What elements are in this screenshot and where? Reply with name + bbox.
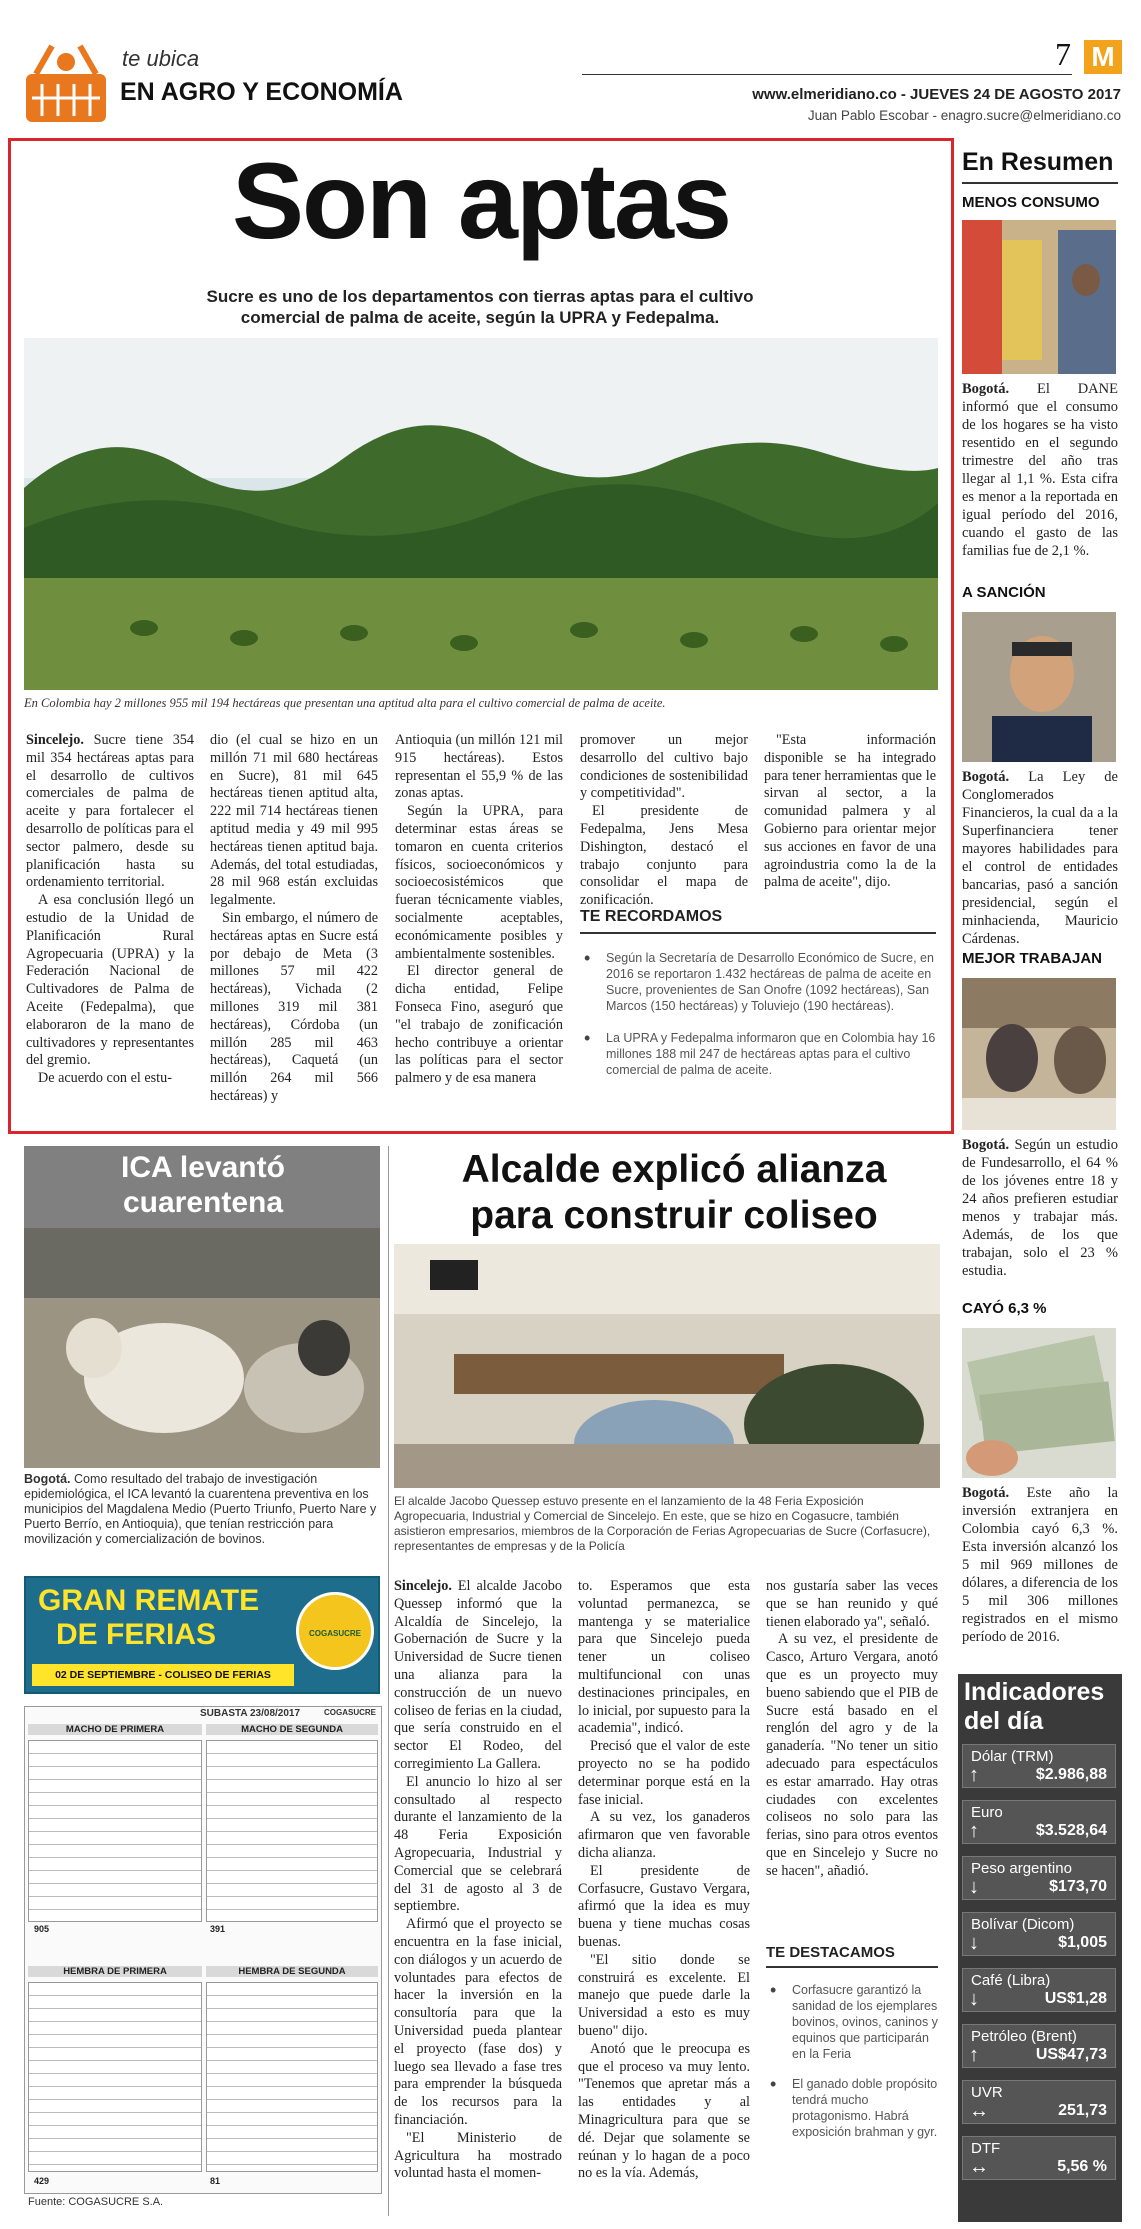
indicator-euro: Euro ↑ $3.528,64 <box>962 1800 1116 1844</box>
hembra-primera-title: HEMBRA DE PRIMERA <box>28 1966 202 1977</box>
subasta-title: SUBASTA 23/08/2017 <box>200 1708 301 1719</box>
alcalde-headline-1: Alcalde explicó alianza <box>461 1148 887 1191</box>
alcalde-column-3: nos gustaría saber las veces que se han reunido y qué tienen elaborado ya", señaló. A su vez, el presidente de Casco, Arturo Vergara, anotó que es un proyecto muy bueno sabiendo que el PIB de Sucre está basado en el renglón del agro y de la ganadería. "No tener un sitio adecuado para espectáculos es estar amarrado. Hay otras ciudades con excelentes coliseos no solo para las ferias, sino para otros eventos que en Sincelejo y Sucre no se hacen", añadió. <box>766 1578 938 1879</box>
palm-plantation-photo <box>24 338 938 690</box>
section-title: EN AGRO Y ECONOMÍA <box>120 78 403 106</box>
remate-line-1: GRAN REMATE <box>38 1584 260 1617</box>
main-column-2: dio (el cual se hizo en un millón 71 mil 680 hectáreas en Sucre), 81 mil 645 hectáreas tienen aptitud alta, 222 mil 714 hectáreas tienen aptitud media y 49 mil 995 hectáreas tienen aptitud baja. Además, del total estudiadas, 28 mil 968 están excluidas legalmente. Sin embargo, el número de hectáreas aptas en Sucre está por debajo de Meta (3 millones 57 mil 422 hectáreas), Vichada (2 millones 319 mil 381 hectáreas), Córdoba (un millón 285 mil 463 hectáreas), Caquetá (un millón 264 mil 566 hectáreas) y <box>210 732 378 1104</box>
indicator-petroleo: Petróleo (Brent) ↑ US$47,73 <box>962 2024 1116 2068</box>
dateline: www.elmeridiano.co - JUEVES 24 DE AGOSTO 2017 <box>752 86 1121 103</box>
subasta-brand: COGASUCRE <box>324 1708 377 1717</box>
te-recordamos-title: TE RECORDAMOS <box>580 908 936 934</box>
sidebar-item-text: Bogotá. La Ley de Conglomerados Financieros, la cual da a la Superfinanciera tener mayores habilidades para el control de entidades bancarias, pasó a sanción presidencial, según el minhacienda, Mauricio Cárdenas. <box>962 769 1118 947</box>
remate-date: 02 DE SEPTIEMBRE - COLISEO DE FERIAS <box>32 1664 294 1686</box>
hembra-segunda-grid <box>206 1982 378 2172</box>
sidebar-heading: A SANCIÓN <box>962 584 1046 601</box>
supermarket-photo <box>962 220 1116 374</box>
te-recordamos-box <box>580 908 936 1078</box>
dollar-bills-photo <box>962 1328 1116 1478</box>
hembra-primera-total: 429 <box>34 2176 50 2186</box>
sidebar-item-text: Bogotá. El DANE informó que el consumo de los hogares se ha visto resentido en el segundo trimestre del año tras llegar al 1,1 %. Esta cifra es menor a la reportada en igual período del 2016, cuando el gasto de las familias fue de 2,1 %. <box>962 381 1118 559</box>
ica-caption: Bogotá. Como resultado del trabajo de investigación epidemiológica, el ICA levantó la cuarentena preventiva en los municipios del Magdalena Medio (Puerto Triunfo, Puerto Nare y Puerto Berrío, en Antioquia), que tenían restricción para movilización y comercialización de bovinos. <box>24 1472 377 1546</box>
sidebar-heading: MEJOR TRABAJAN <box>962 950 1103 967</box>
main-headline: Son aptas <box>231 140 731 261</box>
main-photo-caption: En Colombia hay 2 millones 955 mil 194 hectáreas que presentan una aptitud alta para el cultivo comercial de palma de aceite. <box>24 696 666 710</box>
indicator-dolar: Dólar (TRM) ↑ $2.986,88 <box>962 1744 1116 1788</box>
subasta-source: Fuente: COGASUCRE S.A. <box>28 2196 164 2208</box>
te-destacamos-title: TE DESTACAMOS <box>766 1944 938 1968</box>
sidebar-title: En Resumen <box>962 148 1114 176</box>
alcalde-headline-2: para construir coliseo <box>470 1194 878 1237</box>
remate-line-2: DE FERIAS <box>56 1618 217 1651</box>
sidebar-item-text: Bogotá. Este año la inversión extranjera en Colombia cayó 6,3 %. Esta inversión alcanzó los 5 mil 969 millones de dólares, a diferencia de los 5 mil 306 millones registrados en el mismo período de 2016. <box>962 1485 1118 1645</box>
indicators-title: Indicadores del día <box>964 1678 1105 1735</box>
main-column-1: Sincelejo. Sucre tiene 354 mil 354 hectáreas aptas para el desarrollo de cultivos comerciales de palma de aceite y para fortalecer el desarrollo de políticas para el sector palmero, desde su planificación hasta su ordenamiento territorial. A esa conclusión llegó un estudio de la Unidad de Planificación Rural Agropecuaria (UPRA) y la Federación Nacional de Cultivadores de Palma de Aceite (Fedepalma), que elaboraron de la mano de cultivadores y representantes del gremio. De acuerdo con el estu- <box>26 732 194 1087</box>
indicator-peso-argentino: Peso argentino ↓ $173,70 <box>962 1856 1116 1900</box>
author-line: Juan Pablo Escobar - enagro.sucre@elmeridiano.co <box>807 108 1121 123</box>
indicator-dtf: DTF ↔ 5,56 % <box>962 2136 1116 2180</box>
macho-primera-total: 905 <box>34 1924 50 1934</box>
indicator-bolivar: Bolívar (Dicom) ↓ $1,005 <box>962 1912 1116 1956</box>
minister-photo <box>962 612 1116 762</box>
dateline-lead: Sincelejo. <box>394 1578 452 1594</box>
main-column-5: "Esta información disponible se ha integrado para tener herramientas que le sirvan al sector, a la comunidad palmera y al Gobierno para orientar mejor sus acciones en favor de una agroindustria como la de la palma de aceite", dijo. <box>764 732 936 891</box>
young-workers-photo <box>962 978 1116 1130</box>
main-column-3: Antioquia (un millón 121 mil 915 hectáreas). Estos representan el 55,9 % de las zonas aptas. Según la UPRA, para determinar estas áreas se tomaron en cuenta criterios físicos, socioeconómicos y socioecosistémicos que fueran técnicamente viables, socialmente aceptables, económicamente posibles y ambientalmente sostenibles. El director general de dicha entidad, Felipe Fonseca Fino, aseguró que "el trabajo de zonificación hecho contribuye a orientar las políticas para el sector palmero y de esa manera <box>395 732 563 1087</box>
macho-segunda-total: 391 <box>210 1924 226 1934</box>
sidebar-heading: MENOS CONSUMO <box>962 194 1100 211</box>
main-subhead: Sucre es uno de los departamentos con tierras aptas para el cultivo comercial de palma de aceite, según la UPRA y Fedepalma. <box>206 287 754 327</box>
hembra-primera-grid <box>28 1982 202 2172</box>
macho-segunda-grid <box>206 1740 378 1922</box>
recordamos-item: • Según la Secretaría de Desarrollo Económico de Sucre, en 2016 se reportaron 1.432 hectáreas de palma de aceite en Sucre, provenientes de San Onofre (1092 hectáreas), San Marcos (150 hectáreas) y Toluviejo (190 hectáreas). <box>580 950 936 1014</box>
te-destacamos-box <box>766 1944 938 2140</box>
hembra-segunda-title: HEMBRA DE SEGUNDA <box>206 1966 378 1977</box>
sidebar-heading: CAYÓ 6,3 % <box>962 1300 1047 1317</box>
indicator-uvr: UVR ↔ 251,73 <box>962 2080 1116 2124</box>
recordamos-item: • La UPRA y Fedepalma informaron que en Colombia hay 16 millones 188 mil 247 de hectáreas aptas para el cultivo comercial de palma de aceite. <box>580 1030 936 1078</box>
cattle-photo <box>24 1228 380 1468</box>
main-column-4: promover un mejor desarrollo del cultivo bajo condiciones de sostenibilidad y competitividad". El presidente de Fedepalma, Jens Mesa Dishington, destacó el trabajo conjunto para consolidar el mapa de zonificación. <box>580 732 748 909</box>
alcalde-column-2: to. Esperamos que esta voluntad permanezca, se mantenga y se materialice para que Sincelejo pueda tener un coliseo multifuncional con unas destinaciones principales, en lo inicial, por supuesto para la academia", indicó. Precisó que el valor de este proyecto no se ha podido determinar porque está en la fase inicial. A su vez, los ganaderos afirmaron que ven favorable dicha alianza. El presidente de Corfasucre, Gustavo Vergara, afirmó que la idea es muy buena y tiene muchas cosas buenas. "El sitio donde se construirá es excelente. El manejo que puede darle la Universidad a esto es muy bueno" dijo. Anotó que le preocupa es que el proceso va muy lento. "Tenemos que apretar más a las entidades y al Minagricultura para que se dé. Dejar que solamente se reúnan y lo hagan de a poco no es la vía. Además, <box>578 1578 750 2182</box>
destacamos-item: • Corfasucre garantizó la sanidad de los ejemplares bovinos, ovinos, caninos y equinos que participarán en la Feria <box>766 1982 938 2062</box>
alcalde-column-1: Sincelejo. El alcalde Jacobo Quessep informó que la Alcaldía de Sincelejo, la Gobernación de Sucre y la Universidad de Sucre tienen una alianza para la construcción de un nuevo coliseo de ferias en la ciudad, que sería construido en el sector El Rodeo, del corregimiento La Gallera. El anuncio lo hizo al ser consultado al respecto durante el lanzamiento de la 48 Feria Exposición Agropecuaria, Industrial y Comercial que se celebrará del 31 de agosto al 3 de septiembre. Afirmó que el proyecto se encuentra en la fase inicial, con diálogos y un acuerdo de voluntades para efectos de hacer la inversión en la consultoría para que la Universidad pueda plantear el proyecto (fase dos) y luego sea llevado a fase tres para emprender la búsqueda de los recursos para la financiación. "El Ministerio de Agricultura ha mostrado voluntad hasta el momen- <box>394 1578 562 2182</box>
ica-headline: ICA levantó cuarentena <box>121 1151 285 1219</box>
cogasucre-badge: COGASUCRE <box>296 1592 374 1670</box>
macho-segunda-title: MACHO DE SEGUNDA <box>206 1724 378 1735</box>
sidebar-item-text: Bogotá. Según un estudio de Fundesarrollo, el 64 % de los jóvenes entre 18 y 24 años prefieren estudiar menos y trabajar más. Además, de los que trabajan, solo el 23 % estudia. <box>962 1137 1118 1279</box>
indicator-cafe: Café (Libra) ↓ US$1,28 <box>962 1968 1116 2012</box>
brand-logo: M <box>1084 40 1122 74</box>
meeting-photo <box>394 1244 940 1488</box>
section-kicker: te ubica <box>122 46 200 71</box>
macho-primera-grid <box>28 1740 202 1922</box>
alcalde-photo-caption: El alcalde Jacobo Quessep estuvo presente en el lanzamiento de la 48 Feria Exposición Agropecuaria, Industrial y Comercial de Sincelejo. En este, que se hizo en Cogasucre, también asistieron empresarios, miembros de la Corporación de Ferias Agropecuarias de Sucre (Corfasucre), representantes de empresas y de la Policía <box>394 1494 931 1553</box>
page-number: 7 <box>1055 36 1071 72</box>
section-logo-basket <box>22 40 110 126</box>
header-rule <box>582 74 1072 75</box>
macho-primera-title: MACHO DE PRIMERA <box>28 1724 202 1735</box>
hembra-segunda-total: 81 <box>210 2176 221 2186</box>
destacamos-item: • El ganado doble propósito tendrá mucho protagonismo. Habrá exposición brahman y gyr. <box>766 2076 938 2140</box>
dateline-lead: Sincelejo. <box>26 732 84 748</box>
column-separator <box>388 1146 389 2216</box>
sidebar-title-rule <box>962 182 1118 184</box>
